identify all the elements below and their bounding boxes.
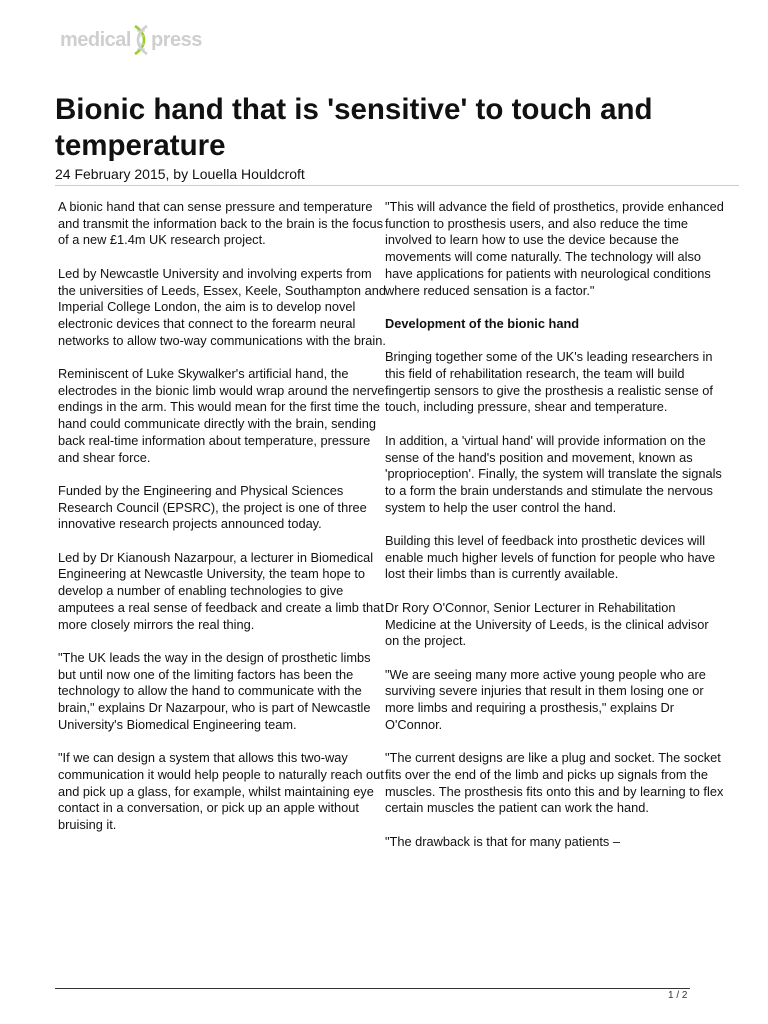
paragraph: "The drawback is that for many patients – xyxy=(385,833,620,849)
paragraph: "This will advance the field of prosthetics, provide enhanced function to prosthesis users, and also reduce the time involved to learn how to use the device because the movements will come naturally. The technology will also have applications for patients with neurological conditions where reduced sensation is a factor." xyxy=(385,199,724,298)
paragraph: Building this level of feedback into prosthetic devices will enable much higher levels of function for people who have lost their limbs than is currently available. xyxy=(385,533,716,582)
paragraph: Led by Dr Kianoush Nazarpour, a lecturer in Biomedical Engineering at Newcastle University, the team hope to develop a number of enabling technologies to give amputees a real sense of feedback and create a limb that more closely mirrors the real thing. xyxy=(58,549,384,632)
paragraph: Reminiscent of Luke Skywalker's artificial hand, the electrodes in the bionic limb would wrap around the nerve endings in the arm. This would mean for the first time the hand could communicate directly with the brain, sending back real-time information about temperature, pressure and shear force. xyxy=(58,366,385,465)
paragraph: "The current designs are like a plug and socket. The socket fits over the end of the limb and picks up signals from the muscles. The prosthesis fits onto this and by learning to flex certain muscles the patient can work the hand. xyxy=(385,750,724,816)
footer-divider xyxy=(55,988,690,989)
logo-text-left: medical xyxy=(60,28,131,51)
paragraph: Funded by the Engineering and Physical Sciences Research Council (EPSRC), the project is one of three innovative research projects announced today. xyxy=(58,482,367,532)
paragraph: Led by Newcastle University and involving experts from the universities of Leeds, Essex, Keele, Southampton and Imperial College London, the aim is to develop novel electronic devices that connect to the forearm neural networks to allow two-way communications with the brain. xyxy=(58,265,386,348)
logo-text-right: press xyxy=(150,28,202,51)
paragraph: "We are seeing many more active young people who are surviving severe injuries that result in them losing one or more limbs and requiring a prosthesis," explains Dr O'Connor. xyxy=(385,666,706,732)
page-number: 1 / 2 xyxy=(668,990,688,1001)
left-column xyxy=(58,199,388,850)
article-byline: 24 February 2015, by Louella Houldcroft xyxy=(55,166,305,182)
header-divider xyxy=(55,185,739,186)
section-heading: Development of the bionic hand xyxy=(385,315,580,331)
paragraph: Dr Rory O'Connor, Senior Lecturer in Rehabilitation Medicine at the University of Leeds, is the clinical advisor on the project. xyxy=(385,599,709,649)
paragraph: A bionic hand that can sense pressure and temperature and transmit the information back to the brain is the focus of a new £1.4m UK research project. xyxy=(58,199,384,248)
dna-helix-icon xyxy=(132,24,150,56)
article-title: Bionic hand that is 'sensitive' to touch and temperature xyxy=(55,93,653,162)
site-logo[interactable] xyxy=(60,22,202,58)
paragraph: "If we can design a system that allows this two-way communication it would help people to naturally reach out and pick up a glass, for example, whilst maintaining eye contact in a conversation, or pick up an apple without bruising it. xyxy=(58,750,384,832)
paragraph: Bringing together some of the UK's leading researchers in this field of rehabilitation research, the team will build fingertip sensors to give the prosthesis a realistic sense of touch, including pressure, shear and temperature. xyxy=(385,349,713,415)
paragraph: "The UK leads the way in the design of prosthetic limbs but until now one of the limiting factors has been the technology to allow the hand to communicate with the brain," explains Dr Nazarpour, who is part of Newcastle University's Biomedical Engineering team. xyxy=(58,649,371,732)
paragraph: In addition, a 'virtual hand' will provide information on the sense of the hand's position and movement, known as 'proprioception'. Finally, the system will translate the signals to a form the brain understands and stimulate the nervous system to help the user control the hand. xyxy=(385,432,722,515)
right-column xyxy=(385,199,725,867)
